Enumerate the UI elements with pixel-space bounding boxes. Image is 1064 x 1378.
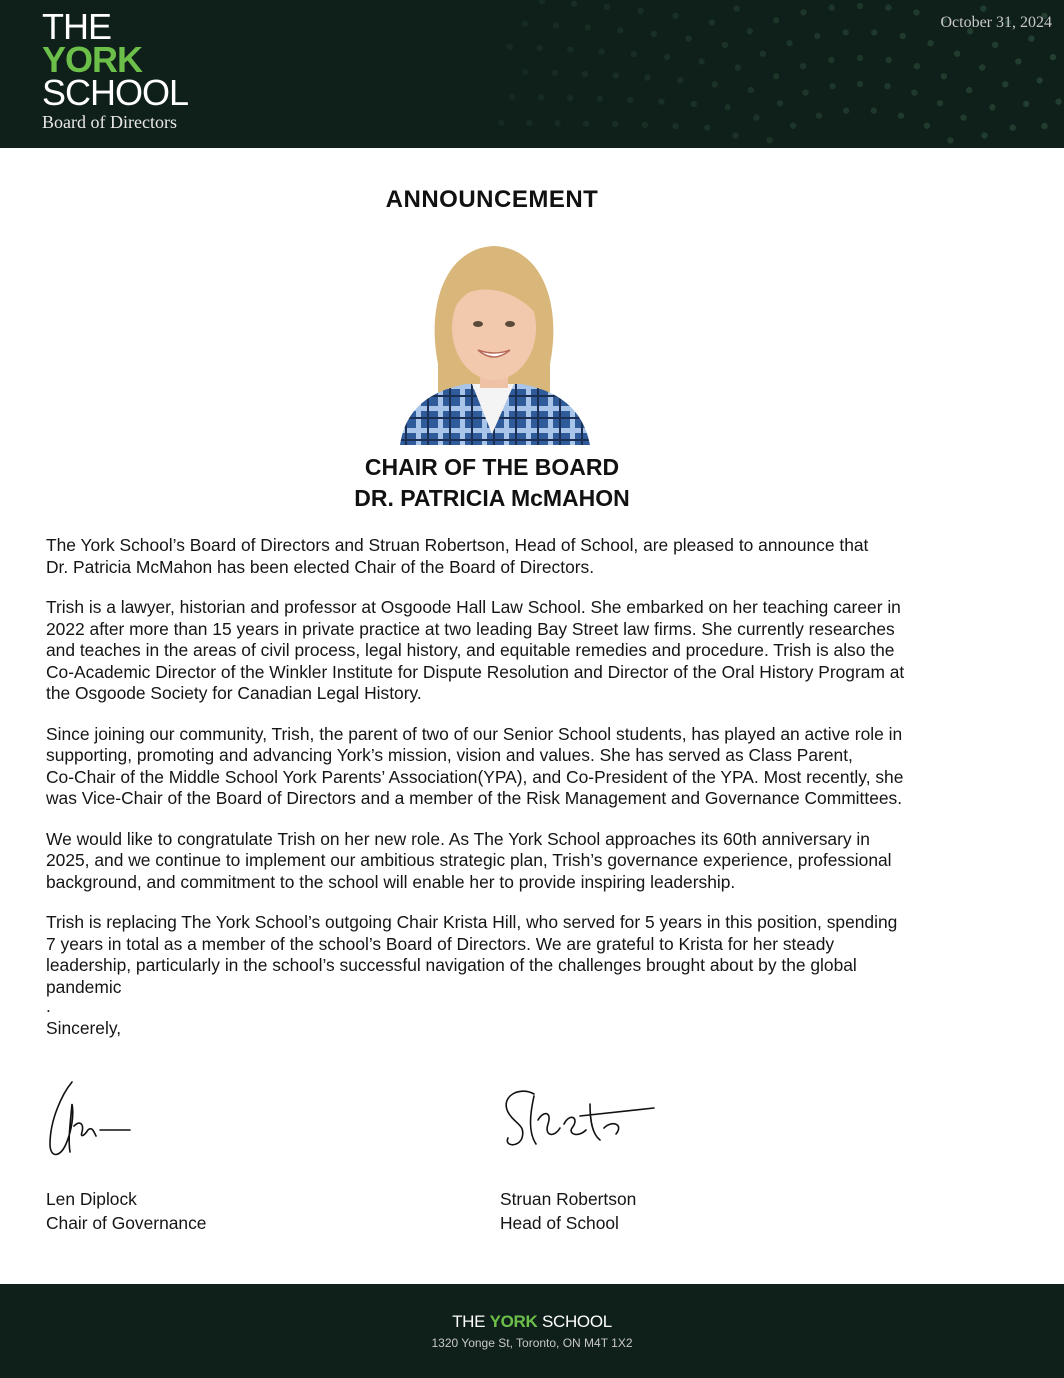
letter-date: October 31, 2024 [940,14,1052,31]
signature-struan-robertson [494,1084,664,1154]
paragraph-outgoing-chair: Trish is replacing The York School’s outgoing Chair Krista Hill, who served for 5 years in this position, spending 7 years in total as a member of the school’s Board of Directors. We are grateful to Krista for her steady leadership, particularly in the school’s successful navigation of the challenges brought about by the global pandemic [46,912,898,997]
footer-name-pre: THE [452,1312,490,1331]
logo-the: THE [42,6,111,47]
signer-title: Head of School [500,1213,619,1233]
footer-name-york: YORK [489,1312,538,1331]
footer-banner [0,1284,1064,1378]
footer-name-post: SCHOOL [537,1312,612,1331]
paragraph-background: Trish is a lawyer, historian and professor at Osgoode Hall Law School. She embarked on her teaching career in 2022 after more than 15 years in private practice at two leading Bay Street law firms. She currently researches and teaches in the areas of civil process, legal history, and equitable remedies and procedure. Trish is also the Co-Academic Director of the Winkler Institute for Dispute Resolution and Director of the Oral History Program at the Osgoode Society for Canadian Legal History. [46,597,905,703]
signer-title: Chair of Governance [46,1213,207,1233]
logo-york: YORK [42,39,143,80]
signer-name: Len Diplock [46,1189,137,1209]
paragraph-community: Since joining our community, Trish, the parent of two of our Senior School students, has played an active role in supporting, promoting and advancing York’s mission, vision and values. She has served as Class Parent, Co-Chair of the Middle School York Parents’ Association(YPA), and Co-President of the YPA. Most recently, she was Vice-Chair of the Board of Directors and a member of the Risk Management and Governance Committees. [46,723,904,808]
footer-school-name [0,1312,1064,1332]
school-logo [42,6,189,133]
paragraph-congratulations: We would like to congratulate Trish on her new role. As The York School approaches its 60th anniversary in 2025, and we continue to implement our ambitious strategic plan, Trish’s governance experience, professional background, and commitment to the school will enable her to provide inspiring leadership. [46,828,892,892]
paragraph-intro: The York School’s Board of Directors and Struan Robertson, Head of School, are pleased to announce that Dr. Patricia McMahon has been elected Chair of the Board of Directors. [46,535,869,577]
closing: Sincerely, [46,1017,122,1038]
letterhead-banner [0,0,1064,148]
signature-len-diplock [44,1074,144,1164]
signer-right [500,1187,636,1235]
appointee-name: DR. PATRICIA McMAHON [354,485,630,511]
portrait-photo [386,244,598,445]
logo-school: SCHOOL [42,72,189,113]
signer-left [46,1187,206,1235]
footer-address: 1320 Yonge St, Toronto, ON M4T 1X2 [431,1336,633,1350]
role-title: CHAIR OF THE BOARD [364,454,620,480]
signer-name: Struan Robertson [500,1189,637,1209]
stray-period: . [46,996,51,1016]
logo-subtitle: Board of Directors [42,112,177,132]
announcement-heading: ANNOUNCEMENT [385,186,599,213]
appointment-heading [0,452,984,514]
letter-body [46,535,996,1058]
